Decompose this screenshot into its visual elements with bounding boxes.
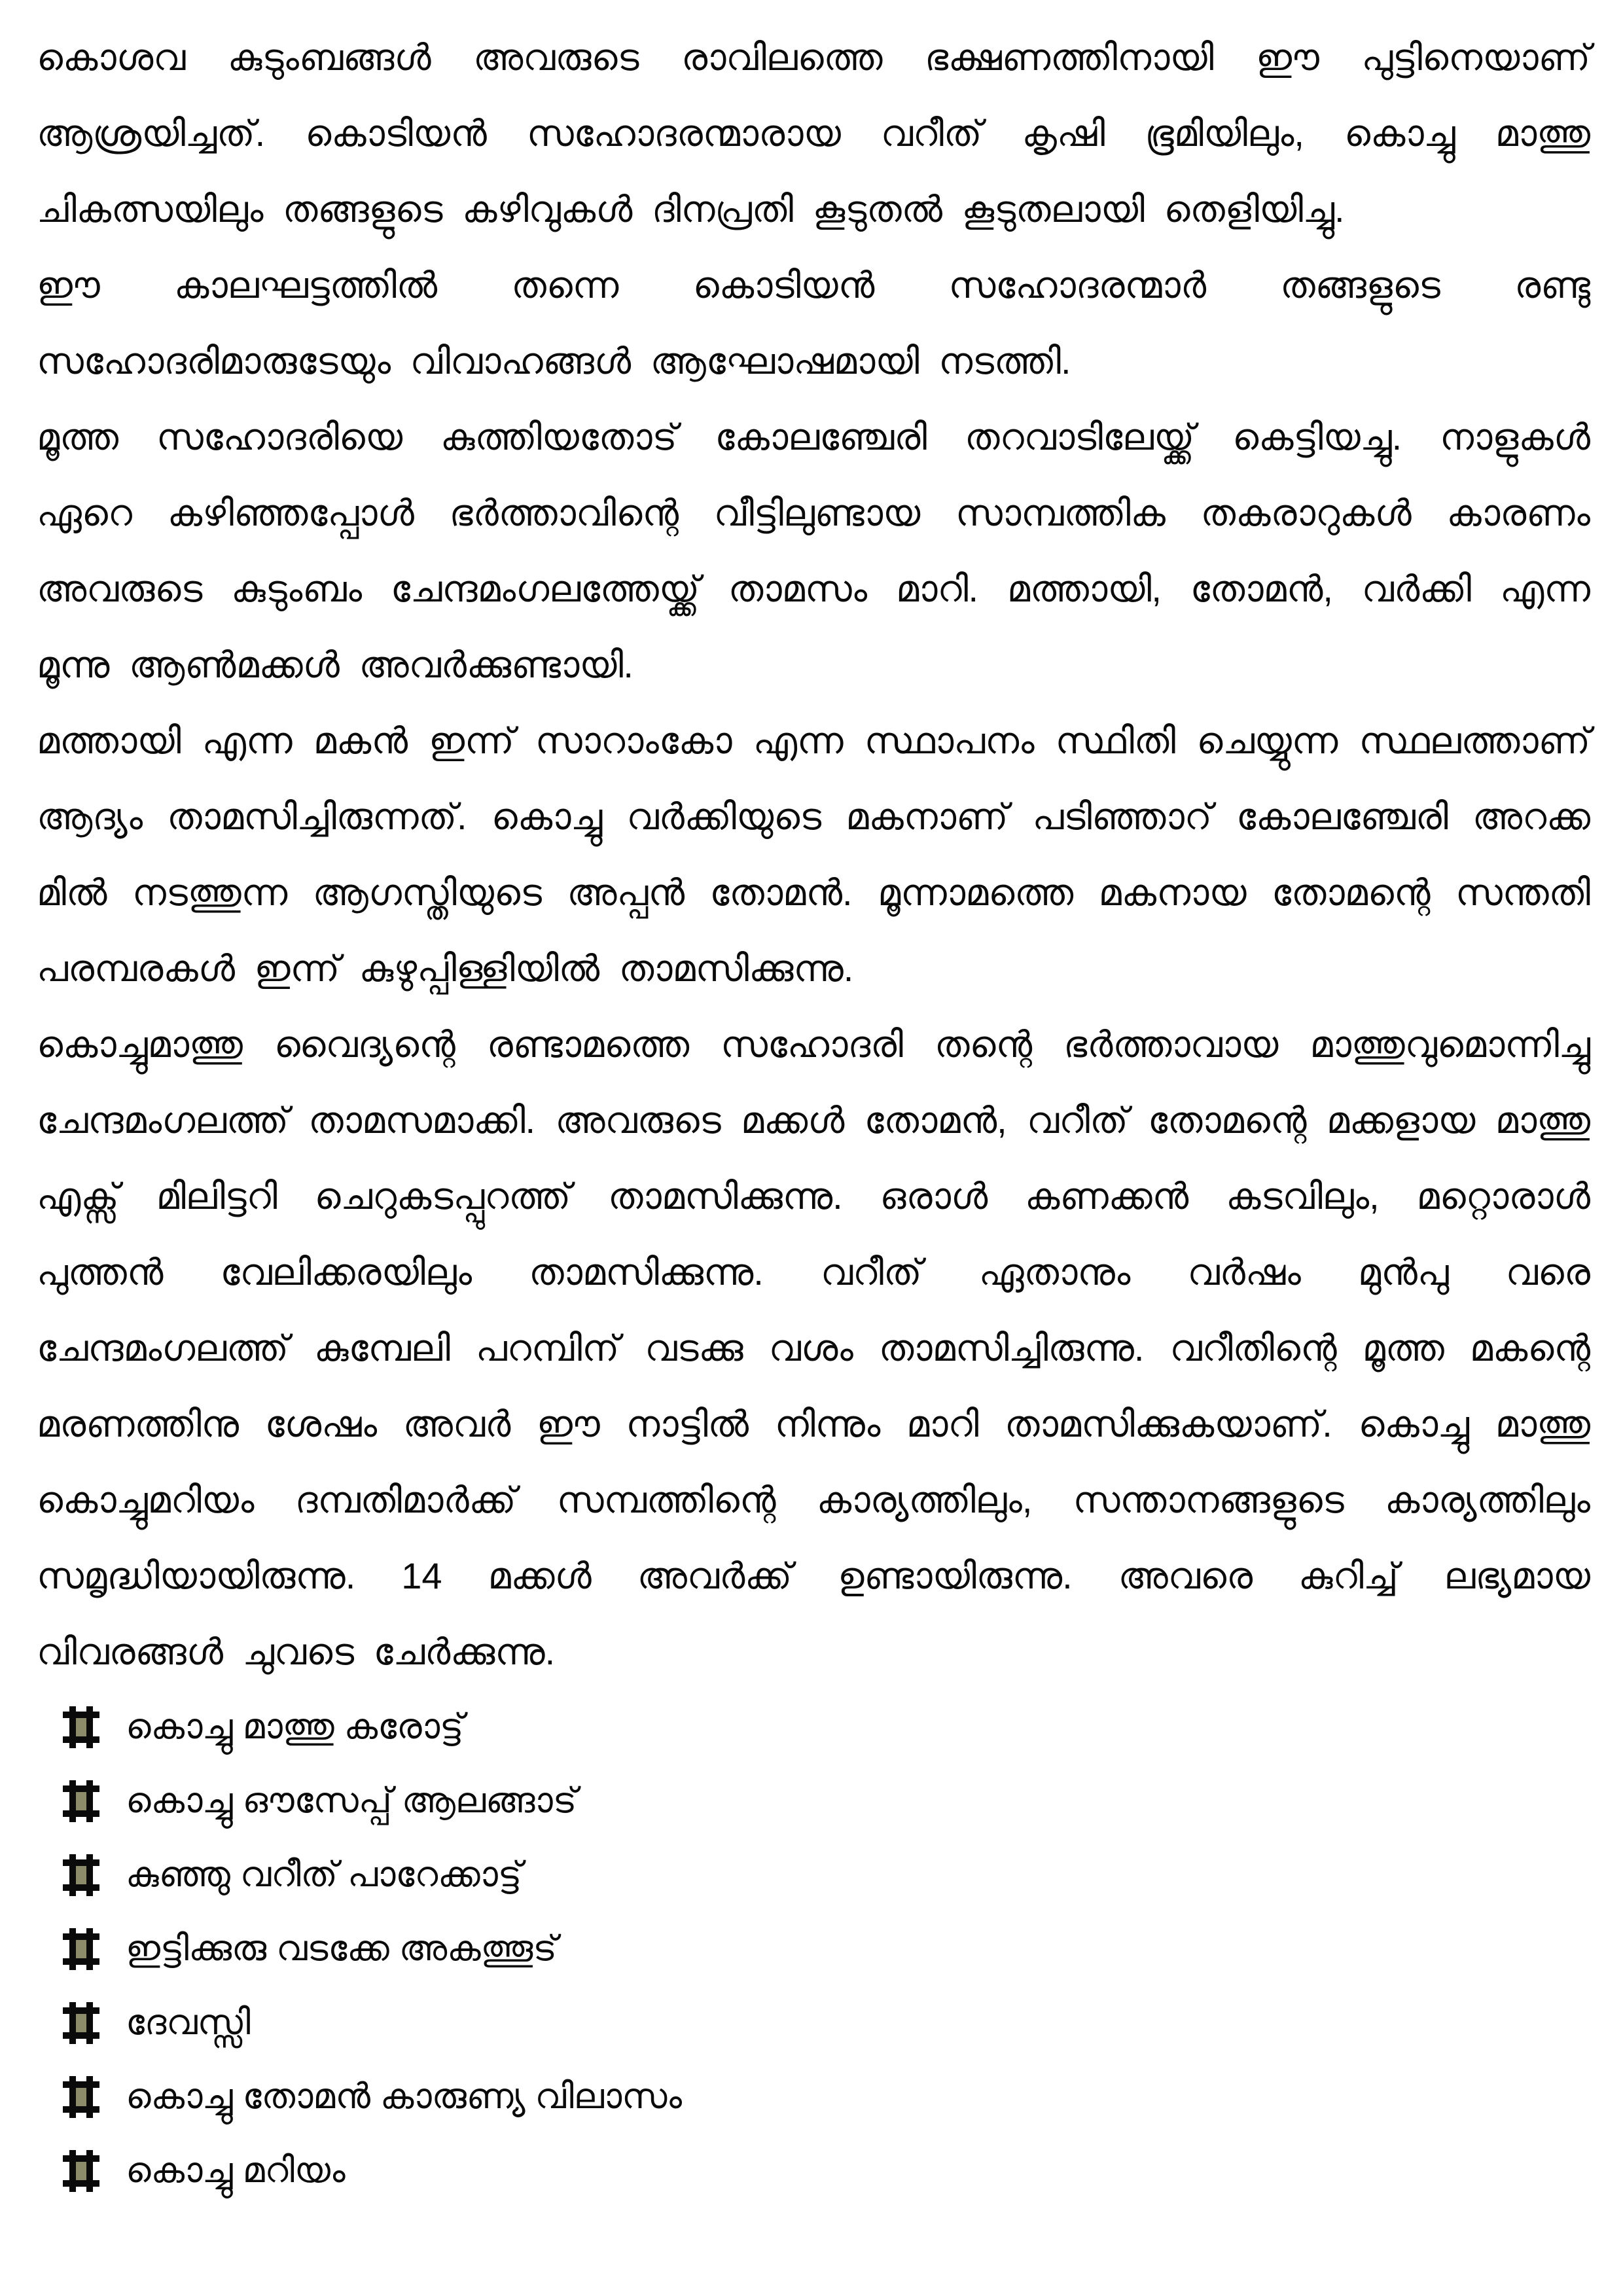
- list-item: [63, 1912, 1590, 1986]
- list-item: [63, 1764, 1590, 1838]
- track-bullet-icon: [63, 1706, 99, 1748]
- list-item-label: കുഞ്ഞു വറീത് പാറേക്കാട്ട്: [126, 1855, 522, 1894]
- paragraph-2: ഈ കാലഘട്ടത്തിൽ തന്നെ കൊടിയൻ സഹോദരന്മാർ തങ്ങളുടെ രണ്ടു സഹോദരിമാരുടേയും വിവാഹങ്ങൾ ആഘോഷമായി നടത്തി.: [37, 264, 1590, 382]
- list-item-label: കൊച്ചു മറിയം: [126, 2151, 346, 2190]
- list-item: [63, 2134, 1590, 2208]
- children-list: [37, 1690, 1590, 2208]
- list-item-label: ദേവസ്സി: [126, 2003, 251, 2042]
- paragraph-1: കൊശവ കുടുംബങ്ങൾ അവരുടെ രാവിലത്തെ ഭക്ഷണത്തിനായി ഈ പുട്ടിനെയാണ് ആശ്രയിച്ചത്. കൊടിയൻ സഹോദരന്മാരായ വറീത് കൃഷി ഭൂമിയിലും, കൊച്ചു മാത്തു ചികത്സയിലും തങ്ങളുടെ കഴിവുകൾ ദിനപ്രതി കൂടുതൽ കൂടുതലായി തെളിയിച്ചു.: [37, 37, 1590, 230]
- list-item: [63, 1690, 1590, 1764]
- paragraph-4: മത്തായി എന്ന മകൻ ഇന്ന് സാറാംകോ എന്ന സ്ഥാപനം സ്ഥിതി ചെയ്യുന്ന സ്ഥലത്താണ് ആദ്യം താമസിച്ചിരുന്നത്. കൊച്ചു വർക്കിയുടെ മകനാണ് പടിഞ്ഞാറ് കോലഞ്ചേരി അറക്ക മിൽ നടത്തുന്ന ആഗസ്തിയുടെ അപ്പൻ തോമൻ. മൂന്നാമത്തെ മകനായ തോമന്റെ സന്തതി പരമ്പരകൾ ഇന്ന് കുഴുപ്പിള്ളിയിൽ താമസിക്കുന്നു.: [37, 720, 1590, 989]
- track-bullet-icon: [63, 1854, 99, 1896]
- track-bullet-icon: [63, 2002, 99, 2044]
- list-item: [63, 1986, 1590, 2060]
- track-bullet-icon: [63, 1780, 99, 1822]
- list-item: [63, 2060, 1590, 2134]
- list-item-label: ഇട്ടിക്കുരു വടക്കേ അകത്തൂട്: [126, 1929, 558, 1968]
- track-bullet-icon: [63, 1928, 99, 1970]
- list-item-label: കൊച്ചു ഔസേപ്പ് ആലങ്ങാട്: [126, 1781, 577, 1820]
- list-item: [63, 1838, 1590, 1912]
- track-bullet-icon: [63, 2150, 99, 2192]
- paragraph-5: കൊച്ചുമാത്തു വൈദ്യന്റെ രണ്ടാമത്തെ സഹോദരി തന്റെ ഭർത്താവായ മാത്തുവുമൊന്നിച്ചു ചേന്ദമംഗലത്ത് താമസമാക്കി. അവരുടെ മക്കൾ തോമൻ, വറീത് തോമന്റെ മക്കളായ മാത്തു എക്സ് മിലിട്ടറി ചെറുകടപ്പുറത്ത് താമസിക്കുന്നു. ഒരാൾ കണക്കൻ കടവിലും, മറ്റൊരാൾ പുത്തൻ വേലിക്കരയിലും താമസിക്കുന്നു. വറീത് ഏതാനും വർഷം മുൻപു വരെ ചേന്ദമംഗലത്ത് കുമ്പേലി പറമ്പിന് വടക്കു വശം താമസിച്ചിരുന്നു. വറീതിന്റെ മൂത്ത മകന്റെ മരണത്തിനു ശേഷം അവർ ഈ നാട്ടിൽ നിന്നും മാറി താമസിക്കുകയാണ്. കൊച്ചു മാത്തു കൊച്ചുമറിയം ദമ്പതിമാർക്ക് സമ്പത്തിന്റെ കാര്യത്തിലും, സന്താനങ്ങളുടെ കാര്യത്തിലും സമൃദ്ധിയായിരുന്നു. 14 മക്കൾ അവർക്ക് ഉണ്ടായിരുന്നു. അവരെ കുറിച്ച് ലഭ്യമായ വിവരങ്ങൾ ചുവടെ ചേർക്കുന്നു.: [37, 1024, 1590, 1672]
- list-item-label: കൊച്ചു തോമൻ കാരുണ്യ വിലാസം: [126, 2077, 683, 2116]
- paragraph-3: മൂത്ത സഹോദരിയെ കുത്തിയതോട് കോലഞ്ചേരി തറവാടിലേയ്ക്ക് കെട്ടിയച്ചു. നാളുകൾ ഏറെ കഴിഞ്ഞപ്പോൾ ഭർത്താവിന്റെ വീട്ടിലുണ്ടായ സാമ്പത്തിക തകരാറുകൾ കാരണം അവരുടെ കുടുംബം ചേന്ദമംഗലത്തേയ്ക്ക് താമസം മാറി. മത്തായി, തോമൻ, വർക്കി എന്ന മൂന്നു ആൺമക്കൾ അവർക്കുണ്ടായി.: [37, 416, 1590, 685]
- track-bullet-icon: [63, 2076, 99, 2118]
- list-item-label: കൊച്ചു മാത്തു കരോട്ട്: [126, 1707, 464, 1746]
